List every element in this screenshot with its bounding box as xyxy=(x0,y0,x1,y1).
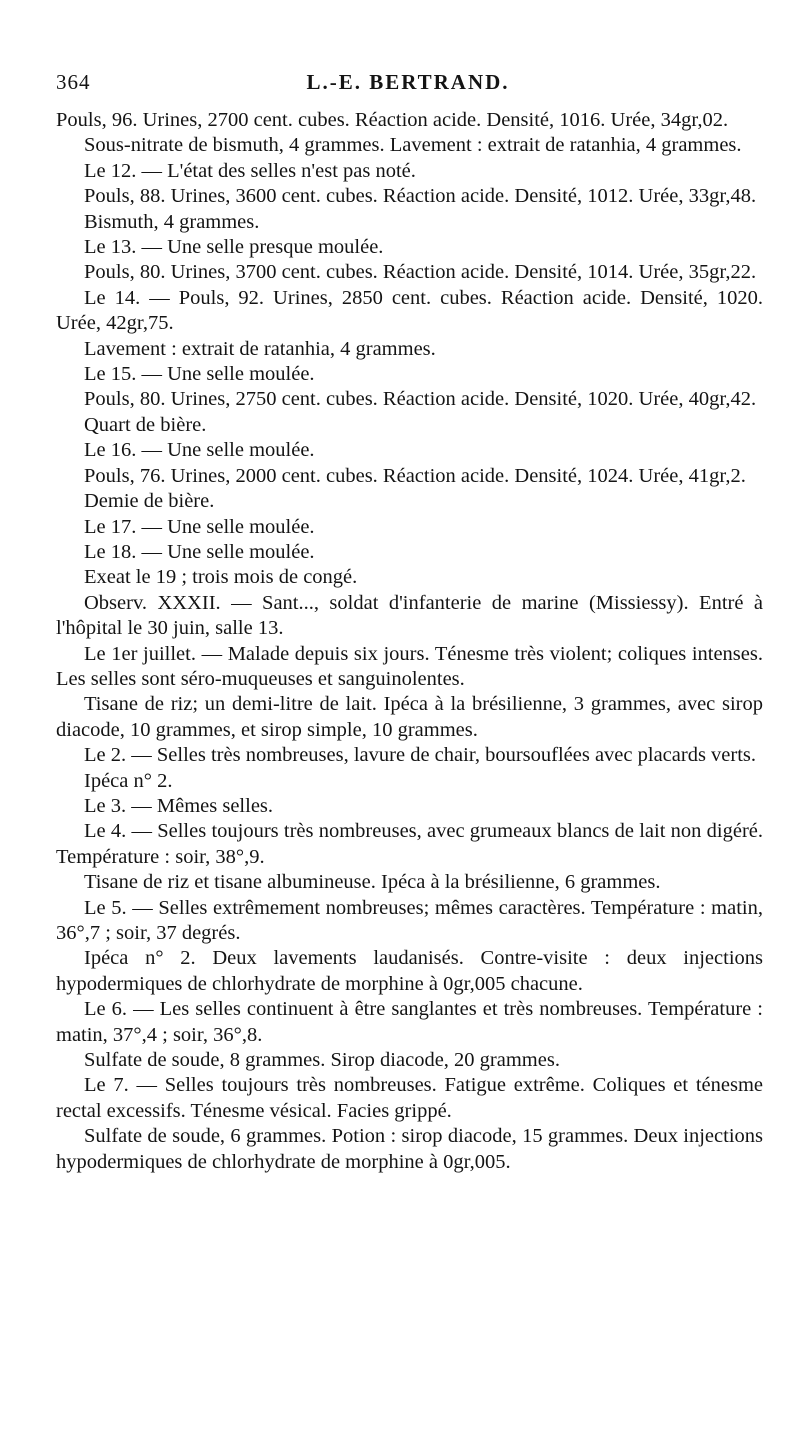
paragraph: Ipéca n° 2. Deux lavements laudanisés. Contre-visite : deux injections hypodermiques de chlorhydrate de morphine à 0gr,005 chacune. xyxy=(56,947,763,995)
paragraph: Sulfate de soude, 8 grammes. Sirop diacode, 20 grammes. xyxy=(84,1049,560,1072)
paragraph: Le 18. — Une selle moulée. xyxy=(84,540,315,563)
paragraph: Pouls, 80. Urines, 3700 cent. cubes. Réaction acide. Densité, 1014. Urée, 35gr,22. xyxy=(84,261,757,284)
paragraph: Le 5. — Selles extrêmement nombreuses; mêmes caractères. Température : matin, 36°,7 ; soir, 37 degrés. xyxy=(56,896,763,944)
paragraph: Pouls, 76. Urines, 2000 cent. cubes. Réaction acide. Densité, 1024. Urée, 41gr,2. xyxy=(84,464,746,487)
paragraph: Le 12. — L'état des selles n'est pas noté. xyxy=(84,159,416,182)
paragraph: Sous-nitrate de bismuth, 4 grammes. Lavement : extrait de ratanhia, 4 grammes. xyxy=(84,134,742,157)
paragraph: Le 6. — Les selles continuent à être sanglantes et très nombreuses. Température : matin, 37°,4 ; soir, 36°,8. xyxy=(56,998,763,1046)
page-header xyxy=(56,70,760,100)
paragraph: Pouls, 80. Urines, 2750 cent. cubes. Réaction acide. Densité, 1020. Urée, 40gr,42. xyxy=(84,388,757,411)
paragraph: Bismuth, 4 grammes. xyxy=(84,210,260,233)
paragraph: Le 13. — Une selle presque moulée. xyxy=(84,236,384,259)
paragraph: Le 1er juillet. — Malade depuis six jours. Ténesme très violent; coliques intenses. Les selles sont séro-muqueuses et sanguinolentes. xyxy=(56,642,763,690)
document-body xyxy=(56,108,763,1175)
paragraph: Le 3. — Mêmes selles. xyxy=(84,794,274,817)
paragraph: Le 17. — Une selle moulée. xyxy=(84,515,315,538)
running-head: L.-E. BERTRAND. xyxy=(306,70,510,94)
paragraph: Exeat le 19 ; trois mois de congé. xyxy=(84,566,358,589)
page-number: 364 xyxy=(56,70,91,94)
paragraph: Demie de bière. xyxy=(84,490,215,513)
paragraph: Ipéca n° 2. xyxy=(84,769,173,792)
paragraph: Le 7. — Selles toujours très nombreuses. Fatigue extrême. Coliques et ténesme rectal excessifs. Ténesme vésical. Facies grippé. xyxy=(56,1074,763,1122)
paragraph: Lavement : extrait de ratanhia, 4 grammes. xyxy=(84,337,436,360)
paragraph: Tisane de riz et tisane albumineuse. Ipéca à la brésilienne, 6 grammes. xyxy=(84,871,661,894)
paragraph: Pouls, 96. Urines, 2700 cent. cubes. Réaction acide. Densité, 1016. Urée, 34gr,02. xyxy=(56,109,729,131)
paragraph: Le 16. — Une selle moulée. xyxy=(84,439,315,462)
paragraph: Le 14. — Pouls, 92. Urines, 2850 cent. cubes. Réaction acide. Densité, 1020. Urée, 42gr,75. xyxy=(56,286,763,335)
paragraph: Sulfate de soude, 6 grammes. Potion : sirop diacode, 15 grammes. Deux injections hypodermiques de chlorhydrate de morphine à 0gr,005. xyxy=(56,1125,763,1173)
paragraph: Le 15. — Une selle moulée. xyxy=(84,363,315,386)
paragraph: Le 2. — Selles très nombreuses, lavure de chair, boursouflées avec placards verts. xyxy=(84,744,757,767)
paragraph: Tisane de riz; un demi-litre de lait. Ipéca à la brésilienne, 3 grammes, avec sirop diacode, 10 grammes, et sirop simple, 10 grammes. xyxy=(56,693,763,741)
paragraph: Pouls, 88. Urines, 3600 cent. cubes. Réaction acide. Densité, 1012. Urée, 33gr,48. xyxy=(84,185,757,208)
paragraph: Observ. XXXII. — Sant..., soldat d'infanterie de marine (Missiessy). Entré à l'hôpital le 30 juin, salle 13. xyxy=(56,591,763,640)
paragraph: Quart de bière. xyxy=(84,413,207,436)
paragraph: Le 4. — Selles toujours très nombreuses, avec grumeaux blancs de lait non digéré. Température : soir, 38°,9. xyxy=(56,820,763,868)
